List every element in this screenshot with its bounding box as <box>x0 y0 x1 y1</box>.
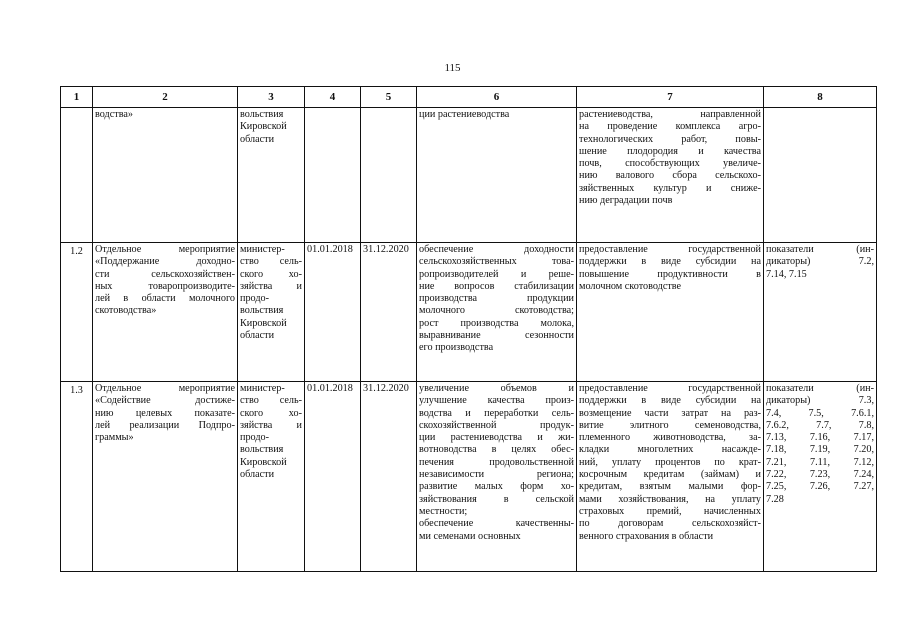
col-header-5: 5 <box>361 87 417 108</box>
indicators-cell-line: 7.14, 7.15 <box>766 268 807 280</box>
start-date-cell: 01.01.2018 <box>305 243 361 382</box>
measure-name-cell-line: Отдельное мероприятие <box>95 383 235 394</box>
indicators-cell-line: показатели (ин- <box>766 244 874 255</box>
table-row <box>61 243 877 382</box>
expected-result-cell-line: ции растениеводства и жи- <box>419 432 574 444</box>
executor-cell-line: вольствия <box>240 444 284 456</box>
main-directions-cell-line: повышение продуктивности в <box>579 268 761 280</box>
row-number-cell <box>61 108 93 243</box>
indicators-cell-line: 7.13, 7.16, 7.17, <box>766 432 874 444</box>
end-date-cell: 31.12.2020 <box>361 243 417 382</box>
col-header-6: 6 <box>417 87 577 108</box>
expected-result-cell-line: ропроизводителей и реше- <box>419 268 574 280</box>
main-directions-cell-line: кладки многолетних насажде- <box>579 444 761 456</box>
main-directions-cell-line: зяйственных культур и сниже- <box>579 182 761 194</box>
executor-cell-line: Кировской <box>240 121 287 133</box>
measure-name-cell-line: граммы» <box>95 432 134 444</box>
expected-result-cell-line: развитие малых форм хо- <box>419 481 574 493</box>
expected-result-cell-line: независимости региона; <box>419 469 574 481</box>
expected-result-cell <box>417 382 577 572</box>
main-directions-cell-line: почв, способствующих увеличе- <box>579 158 761 170</box>
measure-name-cell-line: Отдельное мероприятие <box>95 244 235 255</box>
main-directions-cell-line: молочном скотоводстве <box>579 280 682 292</box>
main-directions-cell <box>577 243 764 382</box>
indicators-cell-line: дикаторы) 7.2, <box>766 256 874 268</box>
row-number-cell: 1.2 <box>61 243 93 382</box>
col-header-2: 2 <box>93 87 238 108</box>
expected-result-cell-line: ции растениеводства <box>419 109 510 120</box>
expected-result-cell-line: производства продукции <box>419 293 574 305</box>
expected-result-cell-line: молочного скотоводства; <box>419 305 574 317</box>
executor-cell-line: министер- <box>240 383 285 394</box>
expected-result-cell-line: обеспечение качественны- <box>419 518 574 530</box>
expected-result-cell-line: обеспечение доходности <box>419 244 574 255</box>
executor-cell-line: зяйства и <box>240 280 302 292</box>
measure-name-cell <box>93 108 238 243</box>
main-directions-cell <box>577 108 764 243</box>
indicators-cell-line: 7.4, 7.5, 7.6.1, <box>766 407 874 419</box>
main-directions-cell-line: предоставление государственной <box>579 383 761 394</box>
main-directions-cell-line: на проведение комплекса агро- <box>579 121 761 133</box>
expected-result-cell-line: улучшение качества произ- <box>419 395 574 407</box>
col-header-4: 4 <box>305 87 361 108</box>
measure-name-cell-line: «Поддержание доходно- <box>95 256 235 268</box>
executor-cell-line: вольствия <box>240 305 284 317</box>
indicators-cell-line: 7.6.2, 7.7, 7.8, <box>766 419 874 431</box>
expected-result-cell-line: местности; <box>419 505 468 517</box>
measure-name-cell-line: «Содействие достиже- <box>95 395 235 407</box>
measure-name-cell-line: водства» <box>95 109 133 120</box>
main-directions-cell-line: поддержки в виде субсидии на <box>579 256 761 268</box>
main-directions-cell-line: технологических работ, повы- <box>579 133 761 145</box>
expected-result-cell-line: скохозяйственной продук- <box>419 419 574 431</box>
indicators-cell-line: 7.18, 7.19, 7.20, <box>766 444 874 456</box>
executor-cell-line: продо- <box>240 293 270 305</box>
expected-result-cell <box>417 108 577 243</box>
executor-cell-line: министер- <box>240 244 285 255</box>
expected-result-cell-line: выравнивание сезонности <box>419 330 574 342</box>
table-row <box>61 108 877 243</box>
col-header-1: 1 <box>61 87 93 108</box>
col-header-7: 7 <box>577 87 764 108</box>
executor-cell-line: ство сель- <box>240 395 302 407</box>
executor-cell <box>238 108 305 243</box>
expected-result-cell <box>417 243 577 382</box>
main-directions-cell-line: поддержки в виде субсидии на <box>579 395 761 407</box>
indicators-cell-line: 7.21, 7.11, 7.12, <box>766 456 874 468</box>
main-directions-cell <box>577 382 764 572</box>
expected-result-cell-line: увеличение объемов и <box>419 383 574 394</box>
measure-name-cell-line: сти сельскохозяйствен- <box>95 268 235 280</box>
measure-name-cell-line: скотоводства» <box>95 305 157 317</box>
main-directions-cell-line: возмещение части затрат на раз- <box>579 407 761 419</box>
indicators-cell-line: дикаторы) 7.3, <box>766 395 874 407</box>
executor-cell-line: Кировской <box>240 317 287 329</box>
expected-result-cell-line: сельскохозяйственных това- <box>419 256 574 268</box>
executor-cell-line: вольствия <box>240 109 284 120</box>
executor-cell-line: ского хо- <box>240 268 302 280</box>
end-date-cell <box>361 108 417 243</box>
main-directions-cell-line: предоставление государственной <box>579 244 761 255</box>
measures-table <box>60 86 877 572</box>
executor-cell-line: продо- <box>240 432 270 444</box>
row-number-cell: 1.3 <box>61 382 93 572</box>
executor-cell-line: Кировской <box>240 456 287 468</box>
measure-name-cell-line: лей в области молочного <box>95 293 235 305</box>
indicators-cell <box>764 382 877 572</box>
indicators-cell <box>764 108 877 243</box>
executor-cell-line: ского хо- <box>240 407 302 419</box>
main-directions-cell-line: растениеводства, направленной <box>579 109 761 120</box>
measure-name-cell-line: нию целевых показате- <box>95 407 235 419</box>
executor-cell-line: области <box>240 330 275 342</box>
expected-result-cell-line: вотноводства в целях обес- <box>419 444 574 456</box>
expected-result-cell-line: рост производства молока, <box>419 317 574 329</box>
main-directions-cell-line: витие элитного семеноводства, <box>579 419 761 431</box>
indicators-cell-line: 7.28 <box>766 493 784 505</box>
executor-cell-line: области <box>240 469 275 481</box>
main-directions-cell-line: венного страхования в области <box>579 530 714 542</box>
start-date-cell <box>305 108 361 243</box>
main-directions-cell-line: племенного животноводства, за- <box>579 432 761 444</box>
expected-result-cell-line: зяйствования в сельской <box>419 493 574 505</box>
executor-cell-line: ство сель- <box>240 256 302 268</box>
col-header-8: 8 <box>764 87 877 108</box>
main-directions-cell-line: по договорам сельскохозяйст- <box>579 518 761 530</box>
measure-name-cell-line: лей реализации Подпро- <box>95 419 235 431</box>
expected-result-cell-line: ми семенами основных <box>419 530 521 542</box>
indicators-cell-line: 7.22, 7.23, 7.24, <box>766 469 874 481</box>
main-directions-cell-line: ний, уплату процентов по крат- <box>579 456 761 468</box>
executor-cell <box>238 243 305 382</box>
main-directions-cell-line: нию деградации почв <box>579 195 673 207</box>
page-number: 115 <box>444 62 461 74</box>
main-directions-cell-line: нию валового сбора сельскохо- <box>579 170 761 182</box>
end-date-cell: 31.12.2020 <box>361 382 417 572</box>
expected-result-cell-line: ние вопросов стабилизации <box>419 280 574 292</box>
expected-result-cell-line: его производства <box>419 342 494 354</box>
expected-result-cell-line: водства и переработки сель- <box>419 407 574 419</box>
executor-cell-line: области <box>240 133 275 145</box>
start-date-cell: 01.01.2018 <box>305 382 361 572</box>
indicators-cell <box>764 243 877 382</box>
measure-name-cell <box>93 382 238 572</box>
executor-cell-line: зяйства и <box>240 419 302 431</box>
main-directions-cell-line: косрочным кредитам (займам) и <box>579 469 761 481</box>
main-directions-cell-line: кредитам, взятым малыми фор- <box>579 481 761 493</box>
header-row <box>61 87 877 108</box>
main-directions-cell-line: мами хозяйствования, на уплату <box>579 493 761 505</box>
main-directions-cell-line: страховых премий, начисленных <box>579 505 761 517</box>
main-directions-cell-line: шение плодородия и качества <box>579 145 761 157</box>
indicators-cell-line: 7.25, 7.26, 7.27, <box>766 481 874 493</box>
executor-cell <box>238 382 305 572</box>
col-header-3: 3 <box>238 87 305 108</box>
measure-name-cell-line: ных товаропроизводите- <box>95 280 235 292</box>
indicators-cell-line: показатели (ин- <box>766 383 874 394</box>
measure-name-cell <box>93 243 238 382</box>
table-row <box>61 382 877 572</box>
expected-result-cell-line: печения продовольственной <box>419 456 574 468</box>
